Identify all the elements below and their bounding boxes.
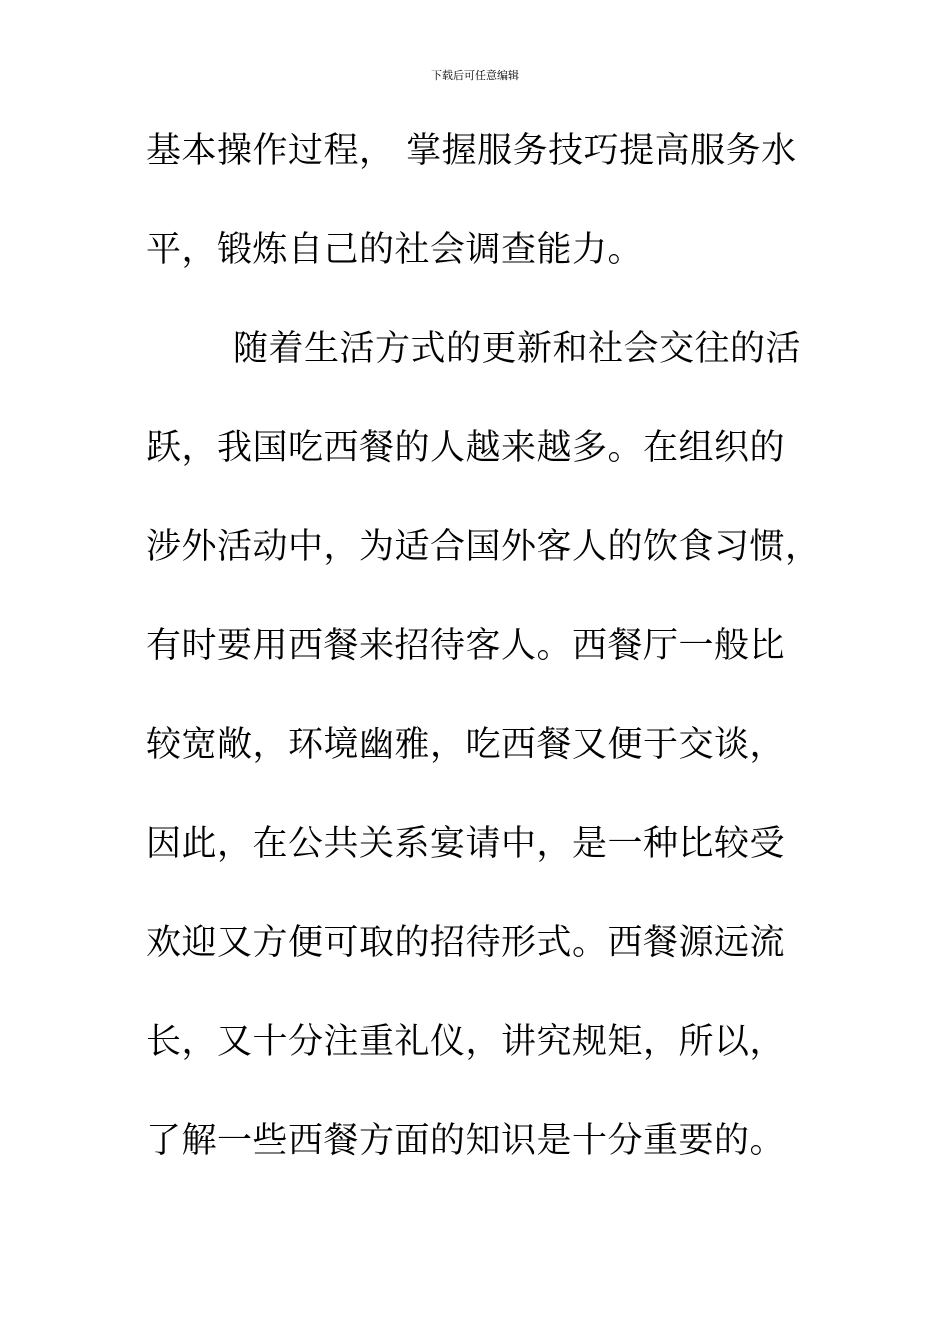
text-line: 欢迎又方便可取的招待形式。西餐源远流 <box>146 923 786 963</box>
text-line: 平，锻炼自己的社会调查能力。 <box>146 230 644 270</box>
text-line: 有时要用西餐来招待客人。西餐厅一般比 <box>146 626 786 666</box>
text-line-indented: 随着生活方式的更新和社会交往的活 <box>233 329 802 369</box>
text-line: 较宽敞，环境幽雅，吃西餐又便于交谈， <box>146 725 786 765</box>
header-note: 下载后可任意编辑 <box>431 69 519 82</box>
text-line: 了解一些西餐方面的知识是十分重要的。 <box>146 1121 786 1161</box>
text-line: 涉外活动中，为适合国外客人的饮食习惯， <box>146 527 821 567</box>
text-line: 跃，我国吃西餐的人越来越多。在组织的 <box>146 428 786 468</box>
body-text <box>146 120 821 1209</box>
text-line: 基本操作过程， 掌握服务技巧提高服务水 <box>146 131 797 171</box>
text-line: 因此，在公共关系宴请中，是一种比较受 <box>146 824 786 864</box>
text-line: 长，又十分注重礼仪，讲究规矩，所以， <box>146 1022 786 1062</box>
